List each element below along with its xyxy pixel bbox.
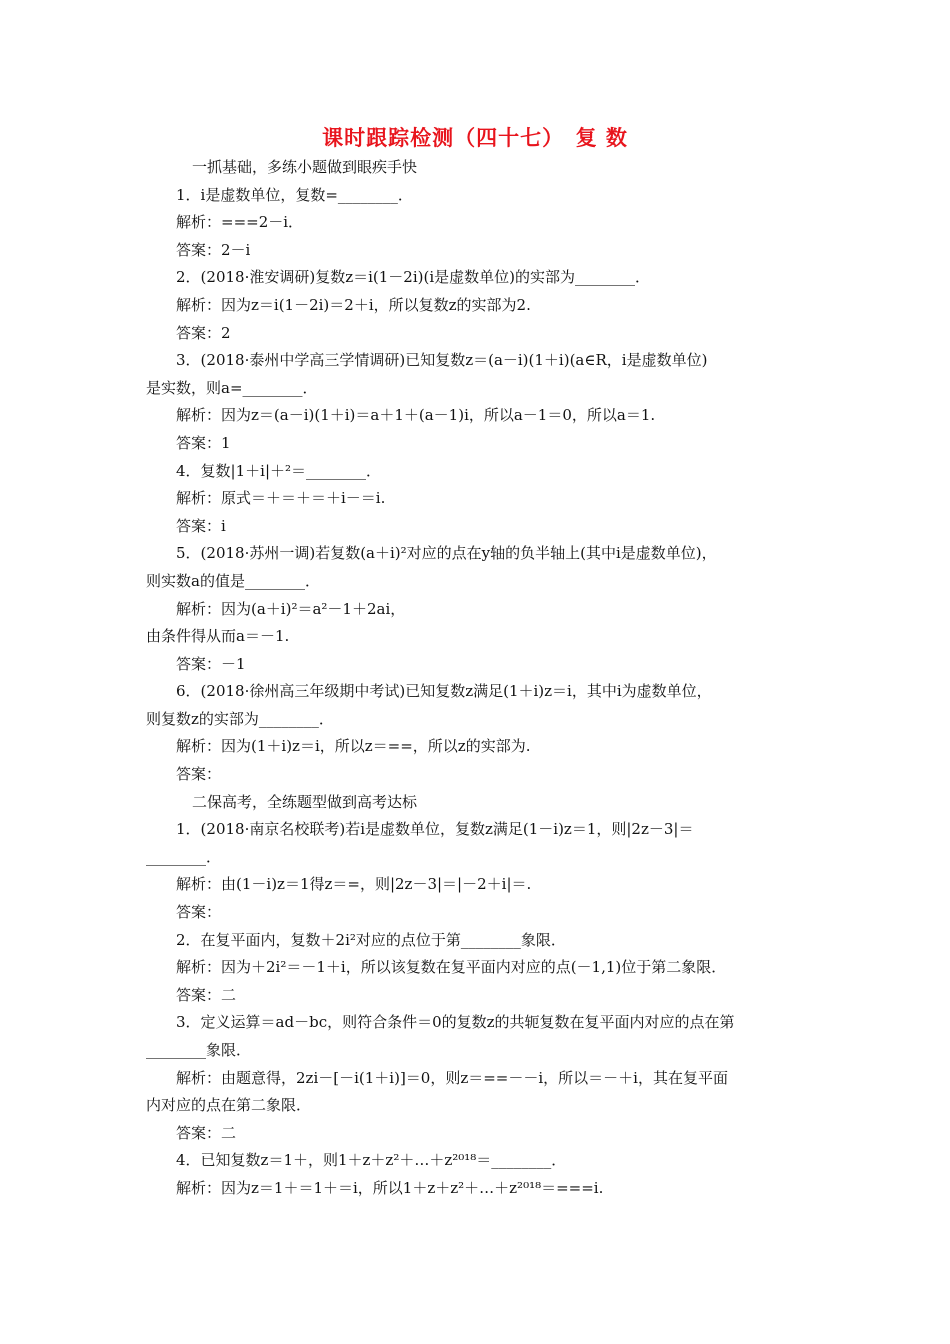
text-line: ________． [146,847,222,866]
text-line: 1．i是虚数单位，复数=________． [176,185,413,204]
text-line: 是实数，则a=________． [146,378,318,397]
text-line: 解析：因为z＝i(1－2i)＝2＋i，所以复数z的实部为2. [176,295,531,314]
text-line: 3．定义运算＝ad－bc，则符合条件＝0的复数z的共轭复数在复平面内对应的点在第 [176,1013,735,1032]
text-line: 解析：因为z＝1＋＝1＋＝i，所以1＋z＋z²＋…＋z²⁰¹⁸＝===i. [176,1178,604,1197]
text-line: 6．(2018·徐州高三年级期中考试)已知复数z满足(1＋i)z＝i，其中i为虚数单位， [176,682,712,701]
text-line: 则复数z的实部为________． [146,709,334,728]
text-line: 解析：原式＝＋＝＋＝＋i－＝i. [176,489,386,508]
text-line: 答案：i [176,516,226,535]
text-line: 内对应的点在第二象限． [146,1096,312,1115]
text-line: 5．(2018·苏州一调)若复数(a＋i)²对应的点在y轴的负半轴上(其中i是虚数单位)， [176,544,717,563]
text-line: 4．已知复数z＝1＋，则1＋z＋z²＋…＋z²⁰¹⁸＝________． [176,1151,567,1170]
text-line: 解析：因为(a＋i)²＝a²－1＋2ai， [176,599,406,618]
text-line: 答案：二 [176,985,237,1004]
text-line: ________象限． [146,1041,252,1059]
text-line: 解析：因为z＝(a－i)(1＋i)＝a＋1＋(a－1)i，所以a－1＝0，所以a＝1. [176,406,656,425]
section-heading: 一抓基础，多练小题做到眼疾手快 [192,158,418,176]
text-line: 由条件得从而a＝－1. [146,627,290,646]
text-line: 解析：由(1－i)z＝1得z＝=，则|2z－3|＝|－2＋i|＝. [176,875,532,894]
document-body [146,154,816,1203]
text-line: 答案： [176,903,222,922]
text-line: 2．在复平面内，复数＋2i²对应的点位于第________象限． [176,930,566,949]
document-title: 课时跟踪检测（四十七） 复 数 [322,125,628,150]
text-line: 3．(2018·泰州中学高三学情调研)已知复数z＝(a－i)(1＋i)(a∈R，i是虚数单位) [176,351,708,370]
section-heading: 二保高考，全练题型做到高考达标 [192,792,418,811]
text-line: 解析：因为(1＋i)z＝i，所以z＝==，所以z的实部为. [176,737,531,756]
text-line: 解析：===2－i． [176,213,304,232]
text-line: 解析：由题意得，2zi－[－i(1＋i)]＝0，则z＝==－－i，所以＝－＋i，其在复平面 [176,1068,728,1087]
text-line: 答案：二 [176,1123,237,1142]
text-line: 则实数a的值是________． [146,571,320,590]
text-line: 1．(2018·南京名校联考)若i是虚数单位，复数z满足(1－i)z＝1，则|2z－3|＝ [176,820,694,839]
text-line: 答案： [176,765,222,784]
text-line: 答案：2－i [176,240,251,259]
text-line: 4．复数|1＋i|＋²＝________． [176,461,382,480]
text-line: 答案：2 [176,323,231,342]
text-line: 解析：因为＋2i²＝－1＋i，所以该复数在复平面内对应的点(－1,1)位于第二象限． [176,958,727,977]
text-line: 答案：－1 [176,654,246,673]
text-line: 2．(2018·淮安调研)复数z＝i(1－2i)(i是虚数单位)的实部为________． [176,268,650,287]
text-line: 答案：1 [176,433,231,452]
